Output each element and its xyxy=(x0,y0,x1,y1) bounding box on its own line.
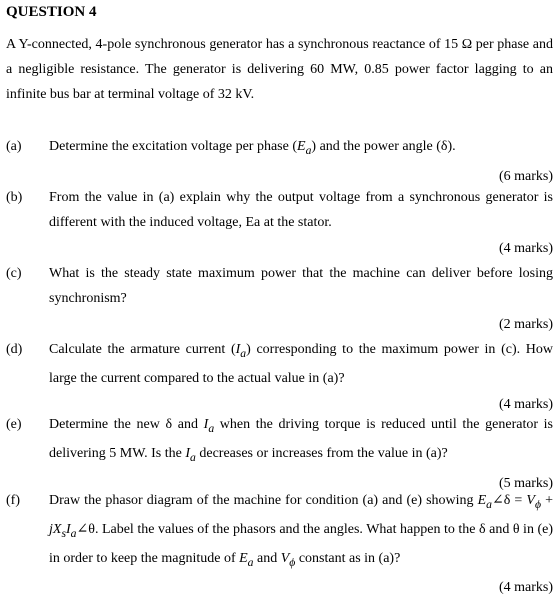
part-a-text: Determine the excitation voltage per phase $(E_a)$ and the power angle (δ). xyxy=(49,139,456,157)
part-d-text: Calculate the armature current $(I_a)$ corresponding to the maximum power in (c). How large the current compared to the actual value in (a)? xyxy=(49,342,553,386)
part-c xyxy=(6,261,553,337)
part-b-text: From the value in (a) explain why the output voltage from a synchronous generator is different with the induced voltage, Ea at the stator. xyxy=(49,190,553,230)
part-d-marks: (4 marks) xyxy=(498,396,553,412)
question-title: QUESTION 4 xyxy=(6,4,97,20)
part-d-label: (d) xyxy=(6,342,23,357)
part-e xyxy=(6,412,553,496)
part-e-text: Determine the new δ and $I_a$ when the driving torque is reduced until the generator is delivering 5 MW. Is the $I_a$ decreases or increases from the value in (a)? xyxy=(49,417,553,464)
part-a-marks: (6 marks) xyxy=(498,168,553,184)
part-e-label: (e) xyxy=(6,417,22,432)
part-f-text: Draw the phasor diagram of the machine for condition (a) and (e) showing $E_a\angle\delta = V_\phi$ + $jX_sI_a\angle\theta$. Label the values of the phasors and the angles. What happen to the δ and θ in (e) in order to keep the magnitude of $E_a$ and $V_\phi$ constant as in (a)? xyxy=(49,493,553,569)
part-c-text: What is the steady state maximum power that the machine can deliver before losing synchronism? xyxy=(49,266,553,306)
part-b xyxy=(6,185,553,261)
part-a-label: (a) xyxy=(6,139,22,154)
part-d xyxy=(6,337,553,417)
part-b-marks: (4 marks) xyxy=(498,241,553,256)
part-a xyxy=(6,134,553,189)
part-c-label: (c) xyxy=(6,266,22,281)
phasor-equation: $E_a\angle\delta = V_\phi$ + $jX_sI_a\angle\theta$ xyxy=(49,493,553,540)
part-e-marks: (5 marks) xyxy=(498,475,553,491)
question-intro: A Y-connected, 4-pole synchronous generator has a synchronous reactance of 15 Ω per phase and a negligible resistance. The generator is delivering 60 MW, 0.85 power factor lagging to an infinite bus bar at terminal voltage of 32 kV. xyxy=(6,37,553,102)
part-c-marks: (2 marks) xyxy=(498,317,553,332)
part-b-label: (b) xyxy=(6,190,23,205)
part-f-marks: (4 marks) xyxy=(498,580,553,596)
part-f-label: (f) xyxy=(6,493,20,508)
part-f xyxy=(6,488,553,600)
